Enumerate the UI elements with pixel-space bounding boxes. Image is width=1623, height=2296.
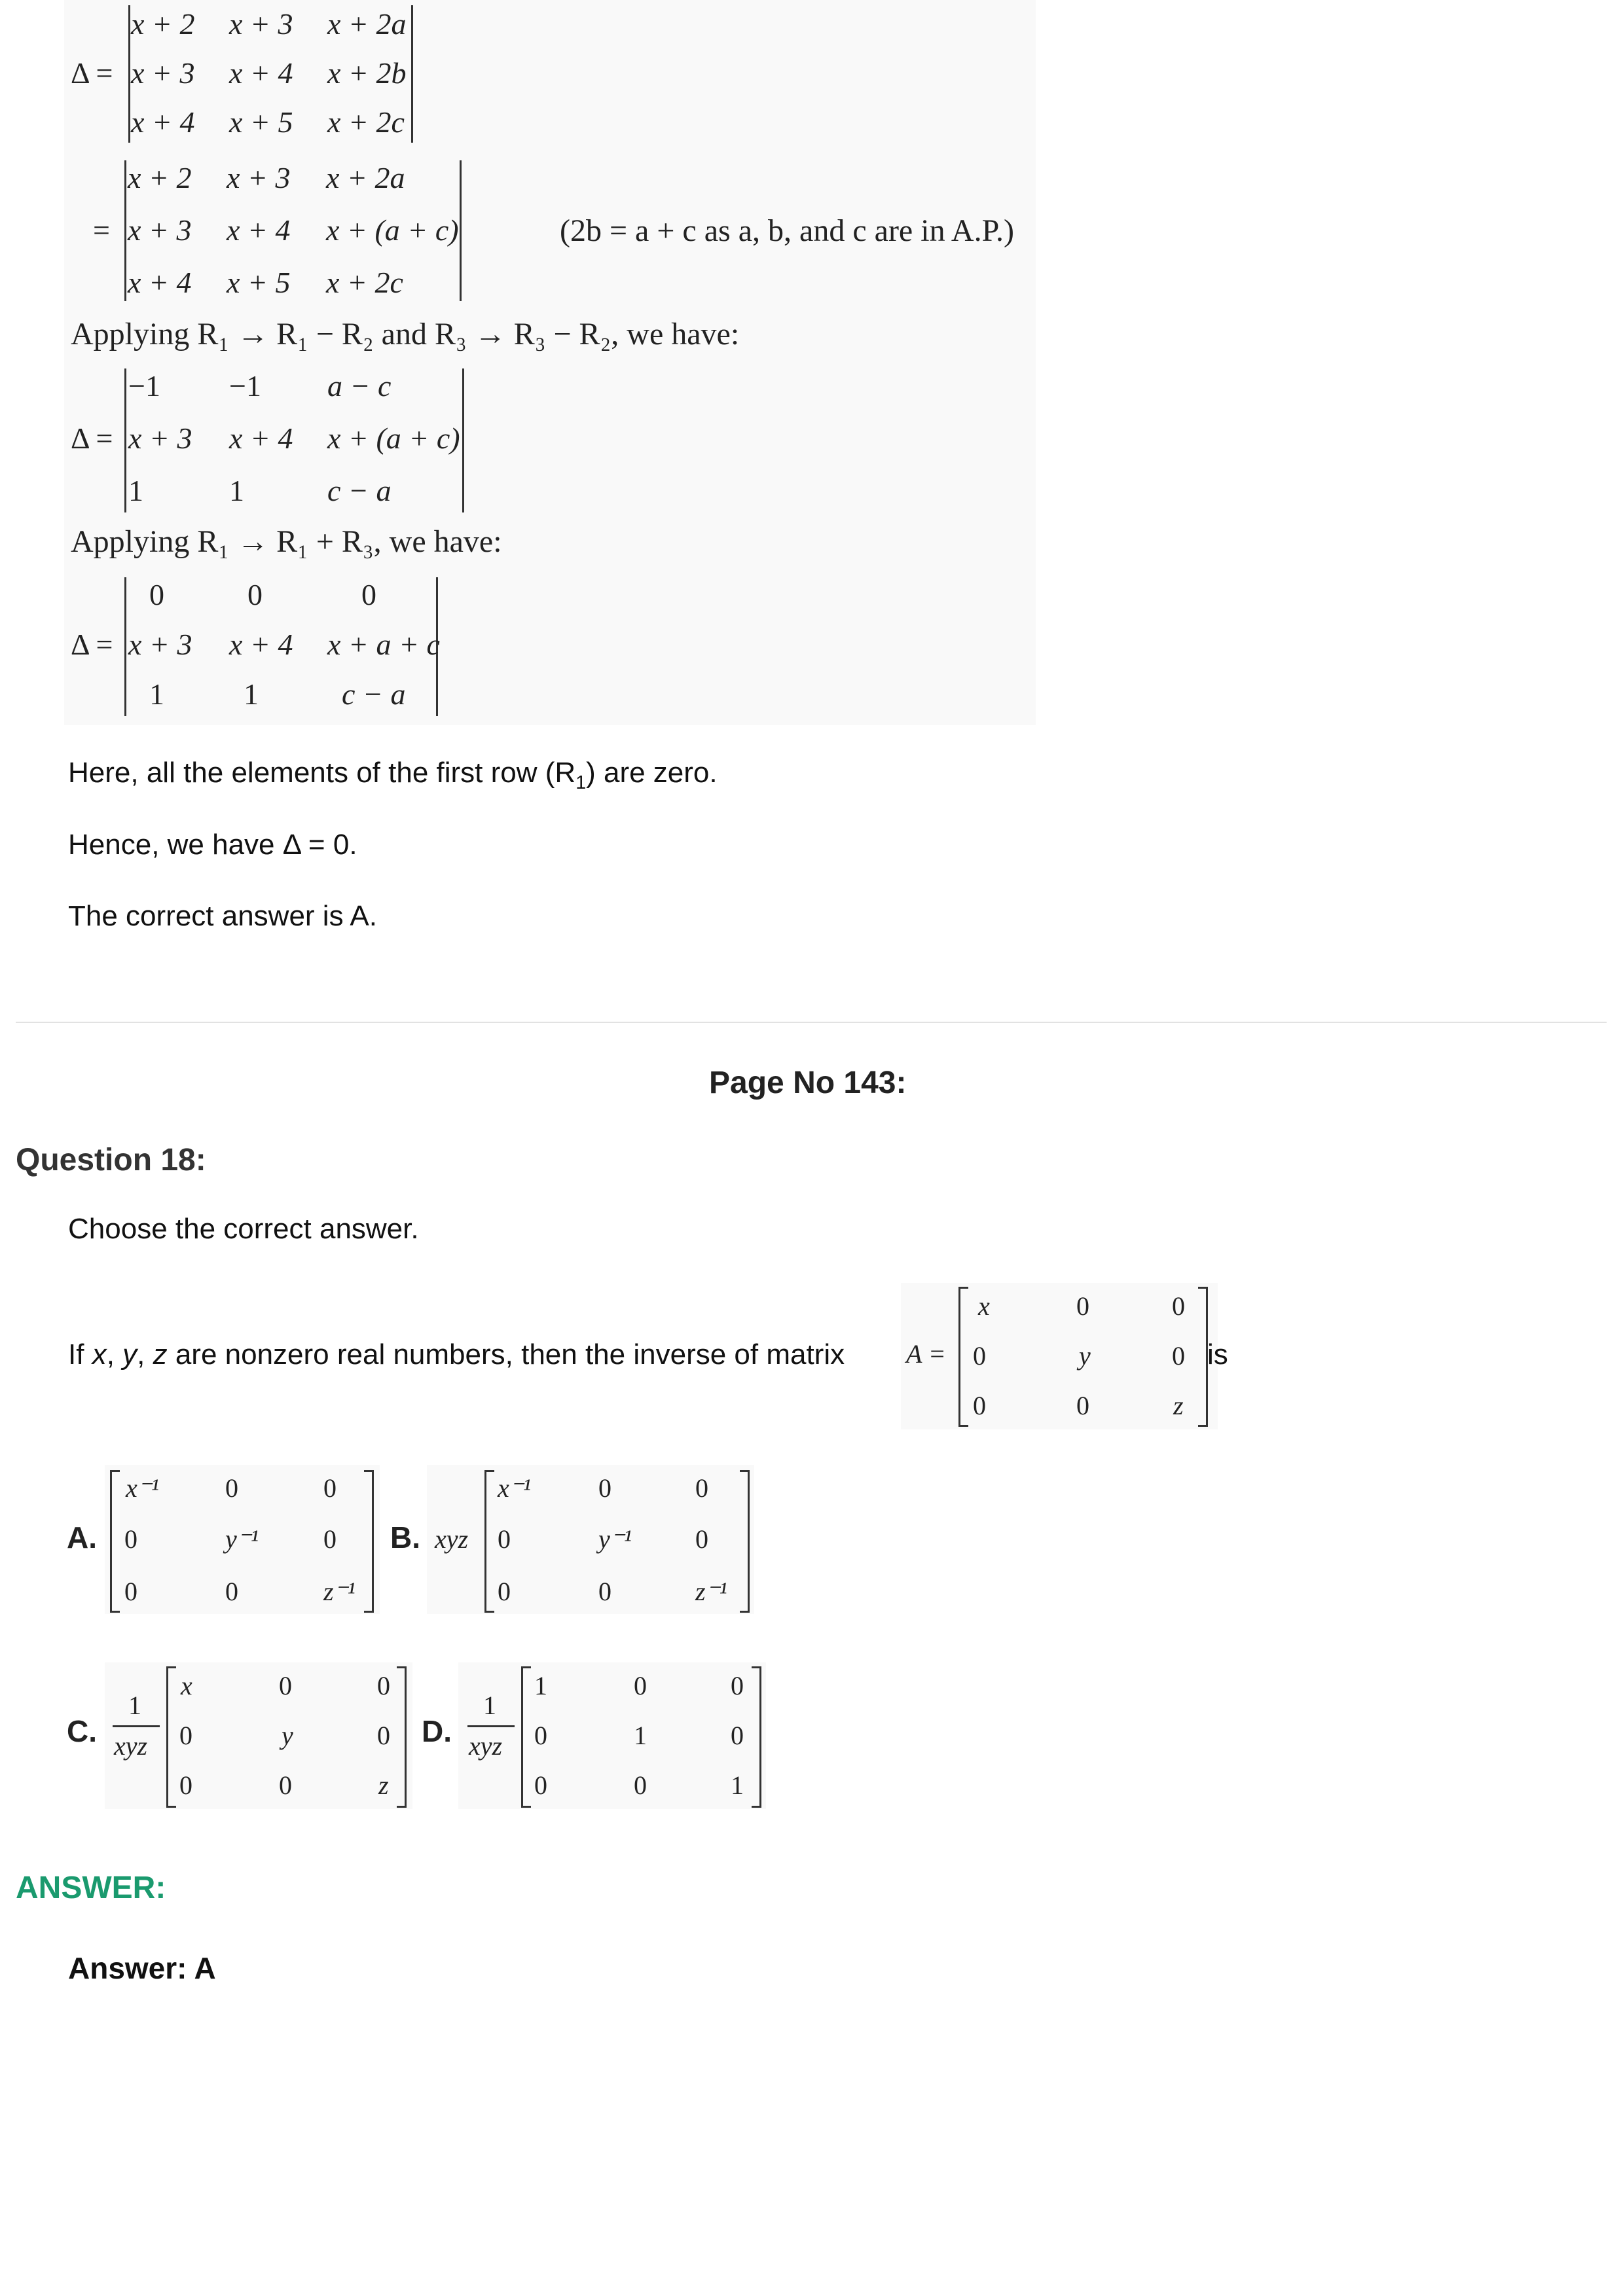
stem-m-r0c0: x xyxy=(978,1291,990,1321)
det3-r0c0: −1 xyxy=(128,369,160,403)
option-b-right-bracket xyxy=(740,1470,750,1613)
stem-m-r1c0: 0 xyxy=(973,1341,986,1371)
option-c-left-bracket xyxy=(166,1666,176,1808)
det3-lhs: Δ = xyxy=(71,422,113,455)
det4-r1c2: x + a + c xyxy=(327,628,440,661)
question-instruction: Choose the correct answer. xyxy=(68,1213,419,1245)
opt-d-r2c2: 1 xyxy=(731,1770,744,1800)
opt-d-frac-num: 1 xyxy=(483,1691,496,1720)
opt-c-r2c1: 0 xyxy=(279,1770,292,1800)
stem-m-r0c1: 0 xyxy=(1076,1291,1089,1321)
opt-a-r2c1: 0 xyxy=(225,1577,238,1606)
opt-c-r0c2: 0 xyxy=(377,1671,390,1700)
stem-matrix-right-bracket xyxy=(1198,1287,1208,1427)
opt-c-r1c1: y xyxy=(282,1721,293,1750)
det3-r1c1: x + 4 xyxy=(229,422,293,455)
opt-c-frac-bar xyxy=(113,1725,160,1727)
opt-a-r1c2: 0 xyxy=(323,1524,337,1554)
opt-c-r2c0: 0 xyxy=(179,1770,192,1800)
solution-math-block xyxy=(64,0,1036,725)
opt-a-r1c1: y⁻¹ xyxy=(225,1524,259,1554)
option-a-left-bracket xyxy=(110,1470,120,1613)
answer-heading: ANSWER: xyxy=(16,1871,166,1905)
opt-b-prefix: xyz xyxy=(435,1524,469,1554)
det2-r0c2: x + 2a xyxy=(326,161,405,194)
det4-r0c0: 0 xyxy=(149,578,164,611)
det3-r0c1: −1 xyxy=(229,369,261,403)
det1-r2c1: x + 5 xyxy=(229,105,293,139)
opt-b-r1c2: 0 xyxy=(695,1524,708,1554)
det2-r0c1: x + 3 xyxy=(227,161,291,194)
det1-r1c0: x + 3 xyxy=(131,56,195,90)
opt-b-r0c0: x⁻¹ xyxy=(498,1473,531,1503)
stem-m-r2c0: 0 xyxy=(973,1391,986,1420)
det4-r2c0: 1 xyxy=(149,677,164,711)
opt-d-frac-den: xyz xyxy=(469,1731,503,1761)
opt-c-r1c0: 0 xyxy=(179,1721,192,1750)
option-a-right-bracket xyxy=(364,1470,374,1613)
det2-r1c2: x + (a + c) xyxy=(326,213,459,247)
det2-r1c0: x + 3 xyxy=(128,213,192,247)
stem-matrix-left-bracket xyxy=(958,1287,968,1427)
det1-left-bar xyxy=(128,5,130,143)
opt-d-r0c1: 0 xyxy=(634,1671,647,1700)
det2-lhs: = xyxy=(93,213,110,247)
correct-answer-text: The correct answer is A. xyxy=(68,900,377,932)
option-d-left-bracket xyxy=(521,1666,531,1808)
opt-d-r2c1: 0 xyxy=(634,1770,647,1800)
first-row-zero-text: Here, all the elements of the first row $(R_1)$ are zero. xyxy=(68,757,718,793)
option-c-right-bracket xyxy=(397,1666,407,1808)
det2-r0c0: x + 2 xyxy=(128,161,192,194)
stem-m-r2c1: 0 xyxy=(1076,1391,1089,1420)
opt-a-r0c0: x⁻¹ xyxy=(126,1473,159,1503)
opt-c-r0c0: x xyxy=(181,1671,192,1700)
det3-left-bar xyxy=(124,368,126,512)
det3-r1c2: x + (a + c) xyxy=(327,422,460,455)
option-b-left-bracket xyxy=(484,1470,494,1613)
det2-r1c1: x + 4 xyxy=(227,213,291,247)
det4-r2c1: 1 xyxy=(244,677,259,711)
opt-b-r0c2: 0 xyxy=(695,1473,708,1503)
det1-r2c2: x + 2c xyxy=(327,105,405,139)
step1-text: Applying R₁ → R₁ − R₂ and R₃ → R₃ − R₂, we have: xyxy=(71,317,740,351)
det4-r2c2: c − a xyxy=(342,677,406,711)
det1-lhs: Δ = xyxy=(71,56,113,90)
det4-r1c0: x + 3 xyxy=(128,628,192,661)
option-b-label[interactable]: B. xyxy=(390,1520,420,1554)
det4-r1c1: x + 4 xyxy=(229,628,293,661)
det4-lhs: Δ = xyxy=(71,628,113,661)
det2-left-bar xyxy=(124,160,126,301)
opt-d-frac-bar xyxy=(467,1725,515,1727)
opt-a-r1c0: 0 xyxy=(124,1524,137,1554)
det1-r0c0: x + 2 xyxy=(131,7,195,41)
det2-r2c2: x + 2c xyxy=(326,266,403,299)
opt-c-r2c2: z xyxy=(378,1770,389,1800)
opt-b-r0c1: 0 xyxy=(598,1473,611,1503)
opt-b-r1c1: y⁻¹ xyxy=(598,1524,632,1554)
opt-d-r0c0: 1 xyxy=(534,1671,547,1700)
option-a-label[interactable]: A. xyxy=(67,1520,97,1554)
det3-r2c0: 1 xyxy=(128,474,143,507)
det1-r1c2: x + 2b xyxy=(327,56,407,90)
opt-c-r1c2: 0 xyxy=(377,1721,390,1750)
det3-r2c1: 1 xyxy=(229,474,244,507)
stem-matrix-lhs: A = xyxy=(906,1339,946,1369)
opt-a-r0c2: 0 xyxy=(323,1473,337,1503)
opt-c-frac-den: xyz xyxy=(114,1731,148,1761)
stem-end: is xyxy=(1207,1338,1228,1371)
det3-r2c2: c − a xyxy=(327,474,392,507)
det1-right-bar xyxy=(411,5,413,143)
det2-right-bar xyxy=(460,160,462,301)
stem-m-r2c2: z xyxy=(1173,1391,1184,1420)
opt-d-r1c1: 1 xyxy=(634,1721,647,1750)
det4-r0c2: 0 xyxy=(361,578,376,611)
opt-d-r1c2: 0 xyxy=(731,1721,744,1750)
question-title: Question 18: xyxy=(16,1143,206,1177)
step2-text: Applying R₁ → R₁ + R₃, we have: xyxy=(71,524,502,559)
stem-m-r1c2: 0 xyxy=(1172,1341,1185,1371)
opt-b-r2c2: z⁻¹ xyxy=(695,1577,727,1606)
det4-r0c1: 0 xyxy=(247,578,263,611)
det1-r2c0: x + 4 xyxy=(131,105,195,139)
det1-r1c1: x + 4 xyxy=(229,56,293,90)
det2-r2c1: x + 5 xyxy=(227,266,291,299)
det3-r0c2: a − c xyxy=(327,369,392,403)
page-number-heading: Page No 143: xyxy=(709,1066,907,1100)
opt-b-r1c0: 0 xyxy=(498,1524,511,1554)
answer-text: Answer: A xyxy=(68,1951,216,1985)
option-c-matrix-block xyxy=(105,1662,412,1809)
opt-d-r1c0: 0 xyxy=(534,1721,547,1750)
opt-d-r0c2: 0 xyxy=(731,1671,744,1700)
opt-a-r0c1: 0 xyxy=(225,1473,238,1503)
det2-note: (2b = a + c as a, b, and c are in A.P.) xyxy=(560,213,1014,248)
option-d-matrix-block xyxy=(458,1662,766,1809)
option-d-label[interactable]: D. xyxy=(422,1714,452,1748)
opt-d-r2c0: 0 xyxy=(534,1770,547,1800)
stem-matrix-block xyxy=(901,1283,1218,1429)
option-d-right-bracket xyxy=(752,1666,761,1808)
question-stem: If x, y, z are nonzero real numbers, then the inverse of matrix xyxy=(68,1338,845,1371)
det1-r0c2: x + 2a xyxy=(327,7,407,41)
opt-a-r2c2: z⁻¹ xyxy=(323,1577,356,1606)
det2-r2c0: x + 4 xyxy=(128,266,192,299)
det3-right-bar xyxy=(462,368,464,512)
opt-c-r0c1: 0 xyxy=(279,1671,292,1700)
det1-r0c1: x + 3 xyxy=(229,7,293,41)
option-c-label[interactable]: C. xyxy=(67,1714,97,1748)
det3-r1c0: x + 3 xyxy=(128,422,192,455)
opt-c-frac-num: 1 xyxy=(128,1691,141,1720)
opt-a-r2c0: 0 xyxy=(124,1577,137,1606)
det4-left-bar xyxy=(124,577,126,716)
stem-m-r0c2: 0 xyxy=(1172,1291,1185,1321)
stem-m-r1c1: y xyxy=(1079,1341,1091,1371)
opt-b-r2c0: 0 xyxy=(498,1577,511,1606)
section-divider xyxy=(16,1022,1607,1023)
delta-zero-text: Hence, we have Δ = 0. xyxy=(68,829,357,861)
opt-b-r2c1: 0 xyxy=(598,1577,611,1606)
